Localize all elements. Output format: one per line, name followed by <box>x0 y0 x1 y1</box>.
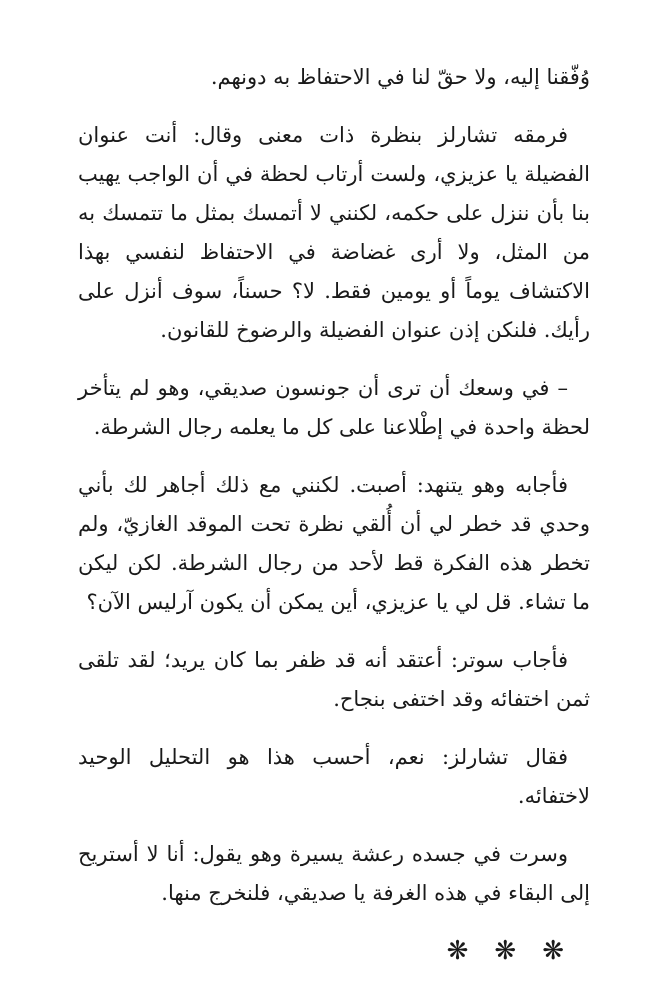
asterism-icon: ❋ <box>542 936 590 966</box>
asterism-icon: ❋ <box>494 936 543 966</box>
paragraph-2: فرمقه تشارلز بنظرة ذات معنى وقال: أنت عنوان الفضيلة يا عزيزي، ولست أرتاب لحظة في أن الواجب يهيب بنا بأن ننزل على حكمه، لكنني لا أتمسك بمثل ما تتمسك به من المثل، ولا أرى غضاضة في الاحتفاظ لنفسي بهذا الاكتشاف يوماً أو يومين فقط. لا؟ حسناً، سوف أنزل على رأيك. فلنكن إذن عنوان الفضيلة والرضوخ للقانون. <box>78 123 590 342</box>
paragraph-4: فأجابه وهو يتنهد: أصبت. لكنني مع ذلك أجاهر لك بأني وحدي قد خطر لي أن أُلقي نظرة تحت الموقد الغازيّ، ولم تخطر هذه الفكرة قط لأحد من رجال الشرطة. لكن ليكن ما تشاء. قل لي يا عزيزي، أين يمكن أن يكون آرليس الآن؟ <box>78 473 590 614</box>
paragraph-1: وُفّقنا إليه، ولا حقّ لنا في الاحتفاظ به دونهم. <box>210 65 590 89</box>
asterism-icon: ❋ <box>446 936 495 966</box>
book-page <box>78 58 590 971</box>
section-separator <box>78 932 590 971</box>
paragraph-7: وسرت في جسده رعشة يسيرة وهو يقول: أنا لا أستريح إلى البقاء في هذه الغرفة يا صديقي، فلنخرج منها. <box>78 842 590 905</box>
paragraph-3: – في وسعك أن ترى أن جونسون صديقي، وهو لم يتأخر لحظة واحدة في إطْلاعنا على كل ما يعلمه رجال الشرطة. <box>78 376 590 439</box>
paragraph-6: فقال تشارلز: نعم، أحسب هذا هو التحليل الوحيد لاختفائه. <box>78 745 590 808</box>
paragraph-5: فأجاب سوتر: أعتقد أنه قد ظفر بما كان يريد؛ لقد تلقى ثمن اختفائه وقد اختفى بنجاح. <box>78 648 590 711</box>
